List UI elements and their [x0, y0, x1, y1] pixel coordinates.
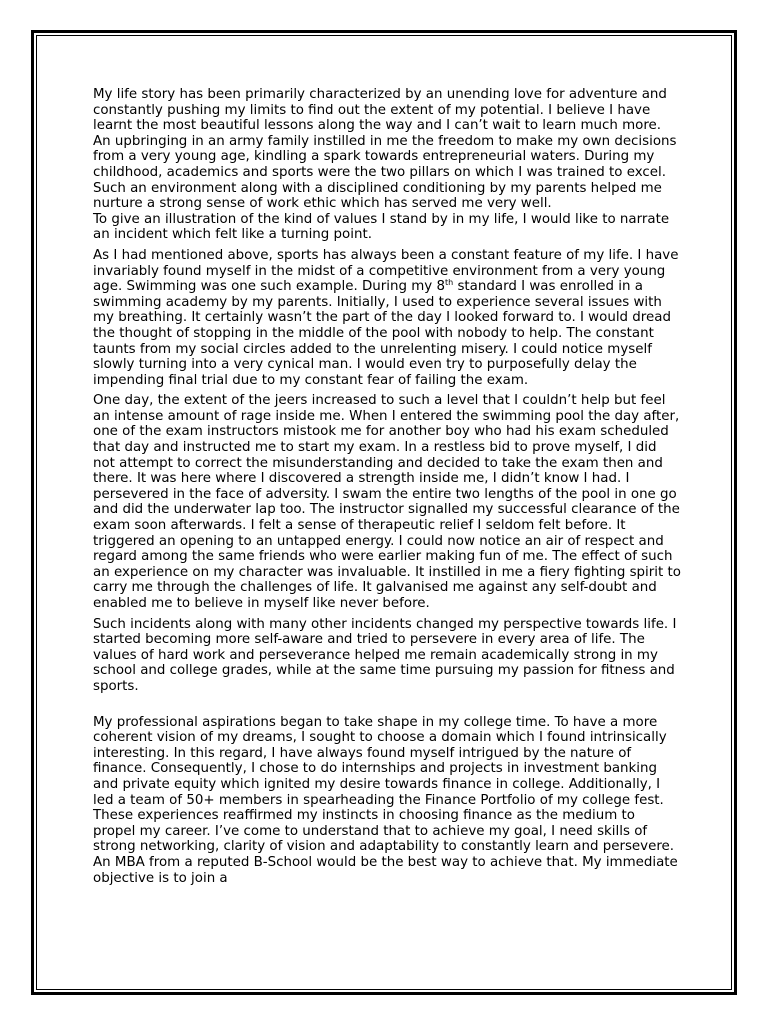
paragraph-5: Such incidents along with many other incidents changed my perspective towards life. I started becoming more self-aware and tried to persevere in every area of life. The values of hard work and perseverance helped me remain academically strong in my school and college grades, while at the same time pursuing my passion for fitness and sports. — [93, 616, 677, 694]
essay-body — [93, 87, 681, 886]
paragraph-2: To give an illustration of the kind of values I stand by in my life, I would like to narrate an incident which felt like a turning point. — [93, 211, 670, 243]
ordinal-suffix: th — [444, 278, 454, 288]
paragraph-1: My life story has been primarily characterized by an unending love for adventure and constantly pushing my limits to find out the extent of my potential. I believe I have learnt the most beautiful lessons along the way and I can’t wait to learn much more. An upbringing in an army family instilled in me the freedom to make my own decisions from a very young age, kindling a spark towards entrepreneurial waters. During my childhood, academics and sports were the two pillars on which I was trained to excel. Such an environment along with a disciplined conditioning by my parents helped me nurture a strong sense of work ethic which has served me very well. — [93, 87, 677, 212]
paragraph-3-text-before: As I had mentioned above, sports has always been a constant feature of my life. I have invariably found myself in the midst of a competitive environment from a very young age. Swimming was one such example. During my 8 — [93, 247, 679, 295]
paragraph-3 — [93, 248, 681, 388]
paragraph-4: One day, the extent of the jeers increased to such a level that I couldn’t help but feel an intense amount of rage inside me. When I entered the swimming pool the day after, one of the exam instructors mistook me for another boy who had his exam scheduled that day and instructed me to start my exam. In a restless bid to prove myself, I did not attempt to correct the misunderstanding and decided to take the exam then and there. It was here where I discovered a strength inside me, I didn’t know I had. I persevered in the face of adversity. I swam the entire two lengths of the pool in one go and did the underwater lap too. The instructor signalled my successful clearance of the exam soon afterwards. I felt a sense of therapeutic relief I seldom felt before. It triggered an opening to an untapped energy. I could now notice an air of respect and regard among the same friends who were earlier making fun of me. The effect of such an experience on my character was invaluable. It instilled in me a fiery fighting spirit to carry me through the challenges of life. It galvanised me against any self-doubt and enabled me to believe in myself like never before. — [93, 393, 681, 611]
paragraph-3-text-after: standard I was enrolled in a swimming academy by my parents. Initially, I used to experience several issues with my breathing. It certainly wasn’t the part of the day I looked forward to. I would dread the thought of stopping in the middle of the pool with nobody to help. The constant taunts from my social circles added to the unrelenting misery. I could notice myself slowly turning into a very cynical man. I would even try to purposefully delay the impending final trial due to my constant fear of failing the exam. — [93, 279, 671, 388]
paragraph-6: My professional aspirations began to take shape in my college time. To have a more coherent vision of my dreams, I sought to choose a domain which I found intrinsically interesting. In this regard, I have always found myself intrigued by the nature of finance. Consequently, I chose to do internships and projects in investment banking and private equity which ignited my desire towards finance in college. Additionally, I led a team of 50+ members in spearheading the Finance Portfolio of my college fest. These experiences reaffirmed my instincts in choosing finance as the medium to propel my career. I’ve come to understand that to achieve my goal, I need skills of strong networking, clarity of vision and adaptability to constantly learn and persevere. An MBA from a reputed B-School would be the best way to achieve that. My immediate objective is to join a — [93, 714, 678, 886]
